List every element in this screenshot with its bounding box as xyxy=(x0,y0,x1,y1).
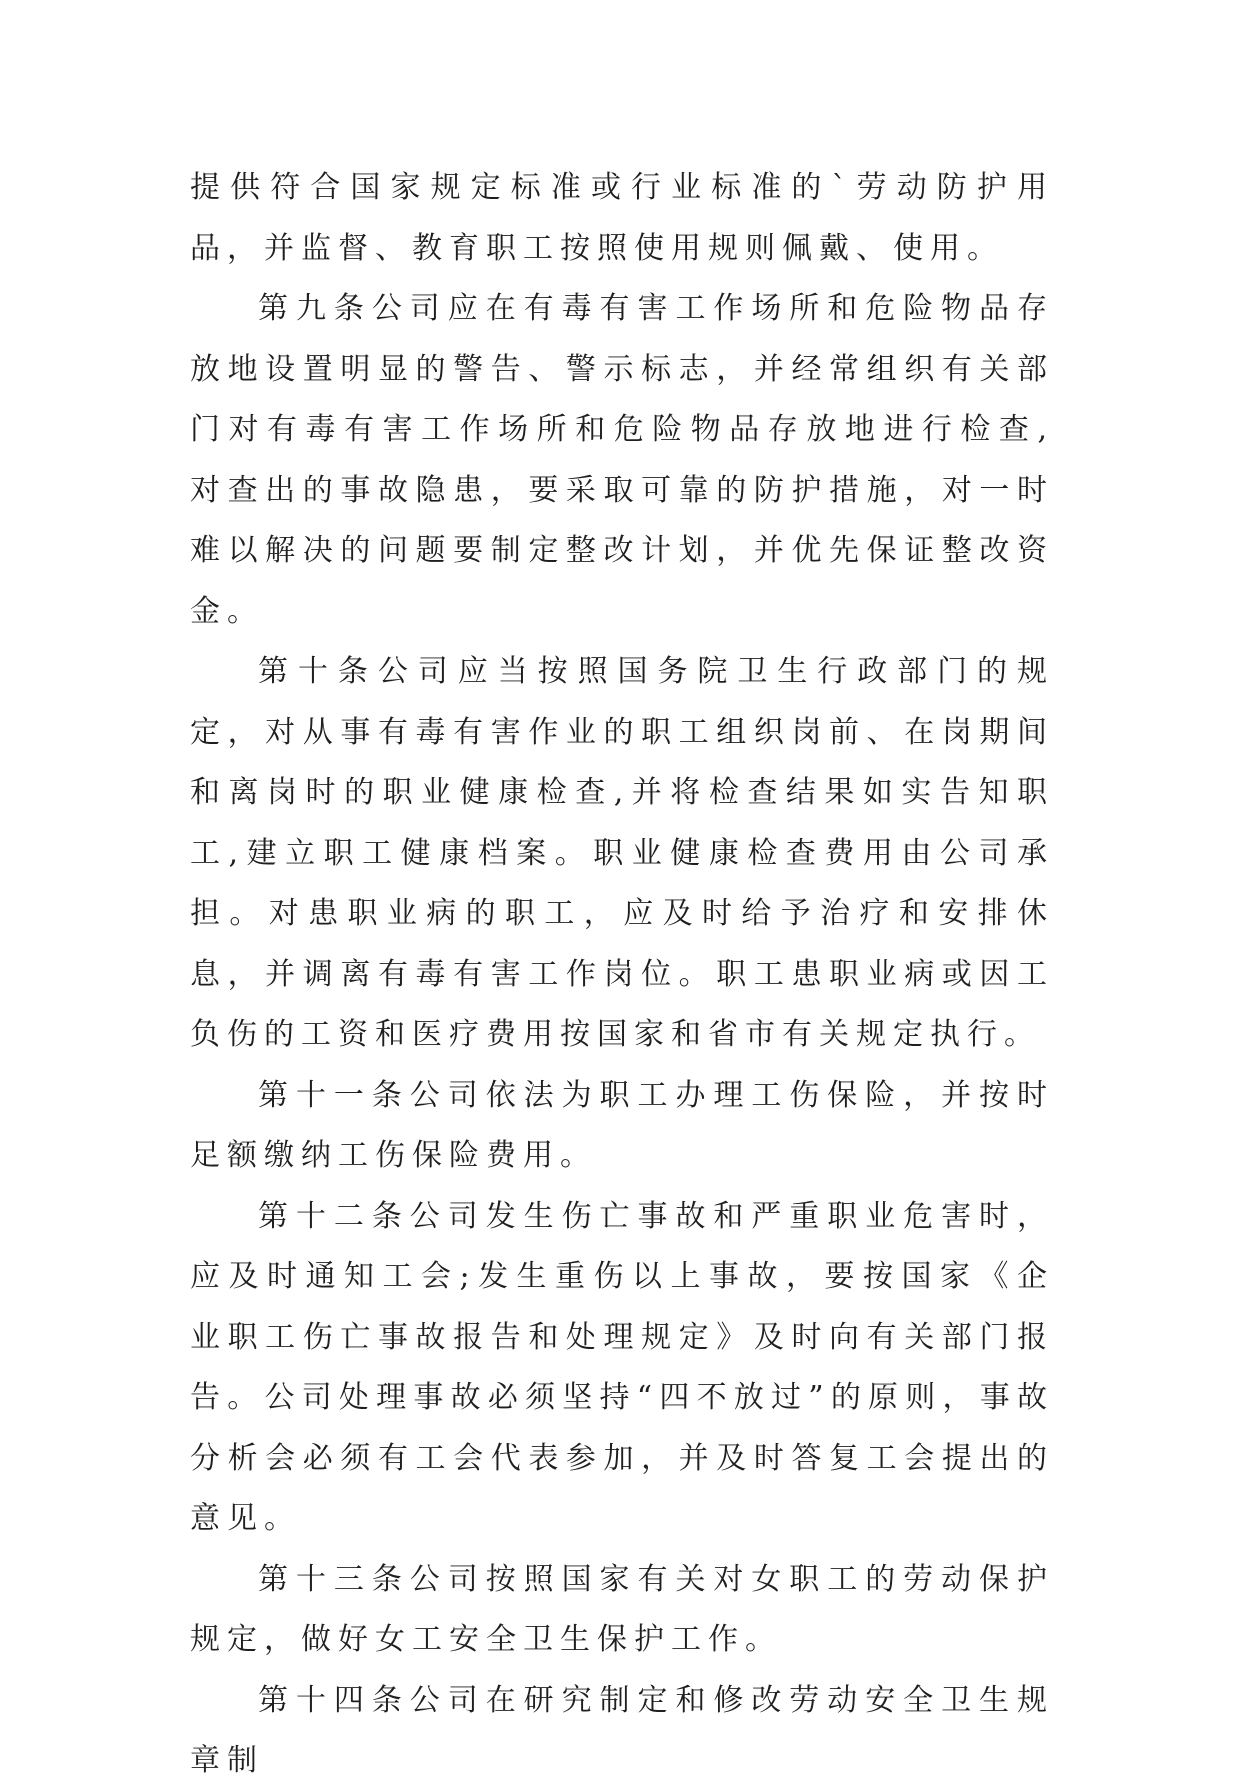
document-body xyxy=(190,158,1054,1792)
article-14: 第十四条公司在研究制定和修改劳动安全卫生规章制 xyxy=(190,1682,1054,1778)
article-11: 第十一条公司依法为职工办理工伤保险，并按时足额缴纳工伤保险费用。 xyxy=(190,1077,1054,1173)
article-13: 第十三条公司按照国家有关对女职工的劳动保护规定，做好女工安全卫生保护工作。 xyxy=(190,1561,1054,1657)
article-10: 第十条公司应当按照国务院卫生行政部门的规定，对从事有毒有害作业的职工组织岗前、在岗期间和离岗时的职业健康检查,并将检查结果如实告知职工,建立职工健康档案。职业健康检查费用由公司承担。对患职业病的职工，应及时给予治疗和安排休息，并调离有毒有害工作岗位。职工患职业病或因工负伤的工资和医疗费用按国家和省市有关规定执行。 xyxy=(190,654,1054,1052)
article-9: 第九条公司应在有毒有害工作场所和危险物品存放地设置明显的警告、警示标志，并经常组织有关部门对有毒有害工作场所和危险物品存放地进行检查,对查出的事故隐患，要采取可靠的防护措施，对一时难以解决的问题要制定整改计划，并优先保证整改资金。 xyxy=(190,291,1054,629)
paragraph-continuation: 提供符合国家规定标准或行业标准的`劳动防护用品，并监督、教育职工按照使用规则佩戴、使用。 xyxy=(190,170,1054,266)
article-12: 第十二条公司发生伤亡事故和严重职业危害时，应及时通知工会;发生重伤以上事故，要按国家《企业职工伤亡事故报告和处理规定》及时向有关部门报告。公司处理事故必须坚持“四不放过”的原则，事故分析会必须有工会代表参加，并及时答复工会提出的意见。 xyxy=(190,1198,1054,1536)
